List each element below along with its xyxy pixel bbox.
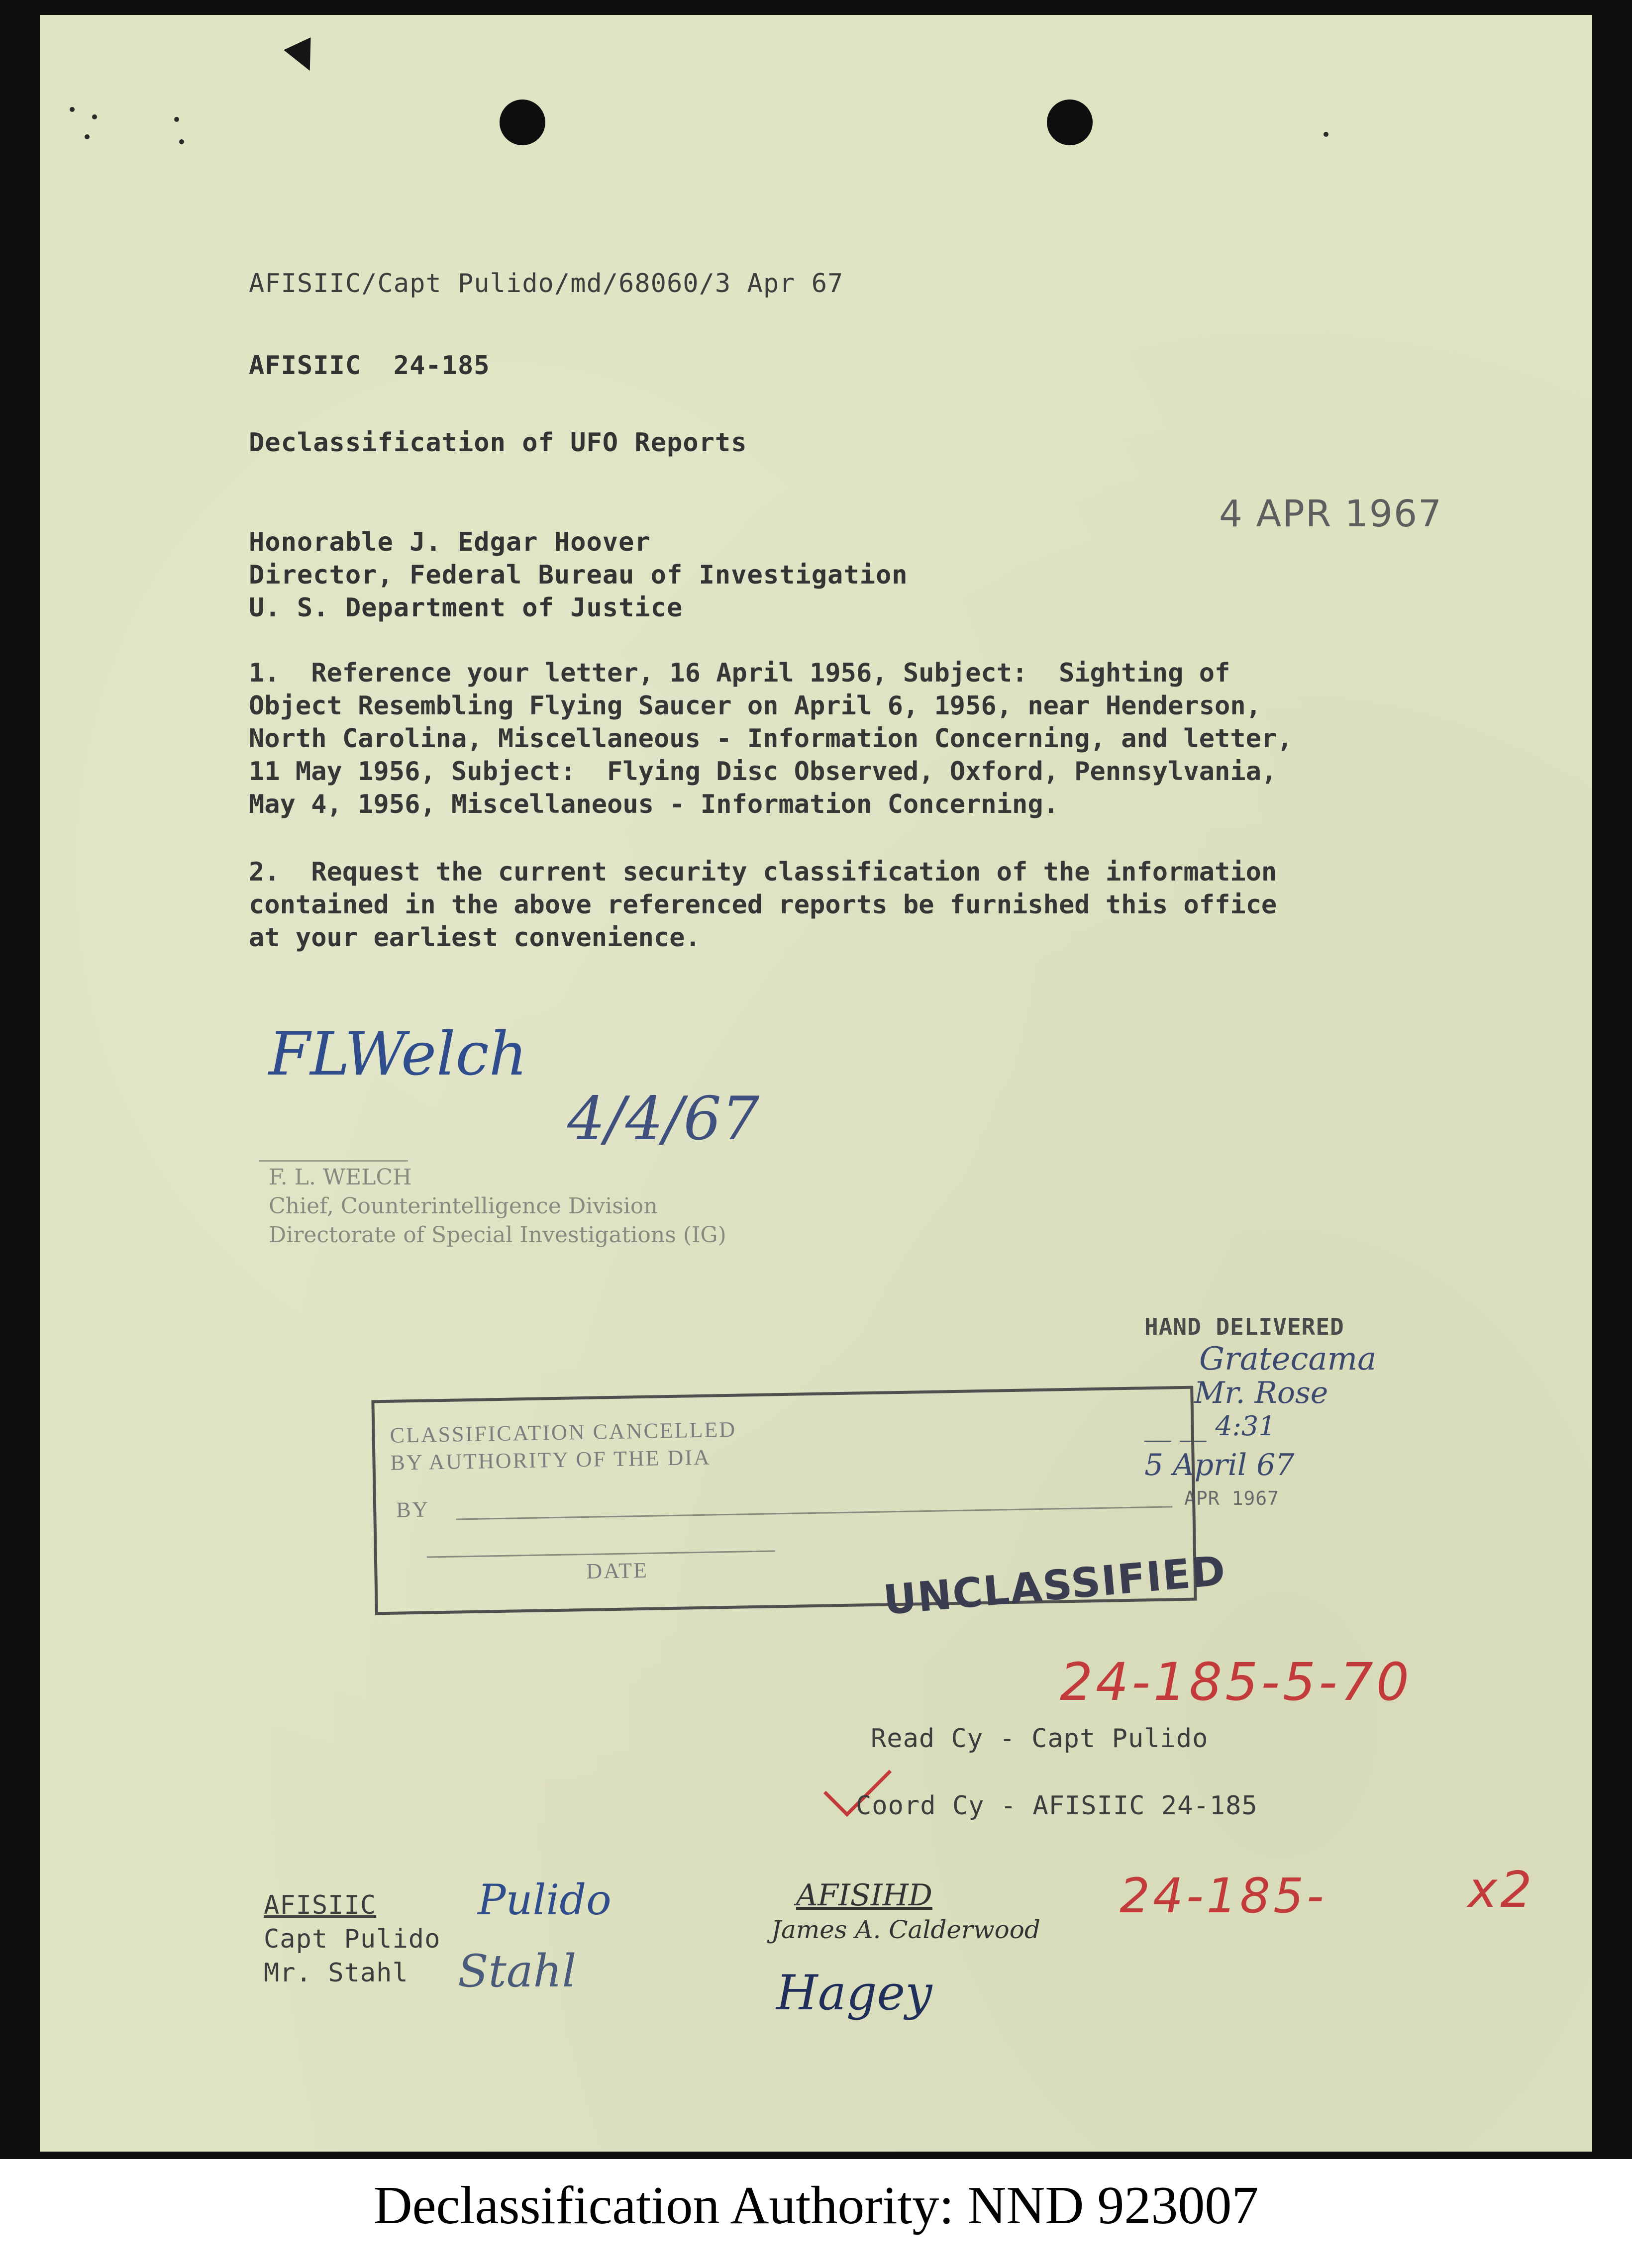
coord-copy-line: Coord Cy - AFISIIC 24-185	[856, 1791, 1258, 1821]
second-name: James A. Calderwood	[771, 1915, 1040, 1944]
addressee-line: U. S. Department of Justice	[249, 593, 683, 623]
handwritten-signature: FLWelch	[269, 1020, 527, 1089]
paper-speck	[85, 134, 90, 139]
corner-tear-mark	[284, 37, 323, 77]
hand-delivered-line: APR 1967	[1184, 1487, 1280, 1509]
punch-hole-left	[500, 99, 545, 145]
red-file-reference: 24-185-5-70	[1060, 1652, 1412, 1712]
coordination-initials: Pulido	[478, 1875, 612, 1924]
paragraph-1: 1. Reference your letter, 16 April 1956, Subject: Sighting of Object Resembling Flying Saucer on April 6, 1956, near Henderson, North Carolina, Miscellaneous - Information Concerning, and letter, 11 May 1956, Subject: Flying Disc Observed, Oxford, Pennsylvania, May 4, 1956, Miscellaneous - Information Concerning.	[249, 658, 1293, 819]
office-symbol-line: AFISIIC/Capt Pulido/md/68060/3 Apr 67	[249, 269, 844, 298]
stamp-by-rule	[456, 1506, 1173, 1520]
signer-unit: Directorate of Special Investigations (IG)	[269, 1222, 726, 1248]
declassification-caption: Declassification Authority: NND 923007	[373, 2176, 1259, 2235]
hand-delivered-line: __ __ 4:31	[1144, 1410, 1276, 1442]
stamp-line-2: BY AUTHORITY OF THE DIA	[390, 1445, 712, 1475]
unclassified-stamp: UNCLASSIFIED	[881, 1547, 1228, 1624]
document-page	[40, 15, 1592, 2152]
file-number: AFISIIC 24-185	[249, 351, 490, 381]
paper-speck	[174, 117, 179, 122]
coordination-name: Mr. Stahl	[264, 1958, 408, 1988]
paper-speck	[179, 139, 184, 144]
addressee-line: Honorable J. Edgar Hoover	[249, 527, 651, 557]
second-initials: Hagey	[776, 1965, 932, 2021]
signer-title: Chief, Counterintelligence Division	[269, 1193, 658, 1219]
coordination-office: AFISIIC	[264, 1890, 377, 1920]
paper-speck	[1324, 132, 1328, 137]
second-office: AFISIHD	[796, 1878, 932, 1913]
received-date-stamp: 4 APR 1967	[1219, 493, 1443, 535]
paragraph-2: 2. Request the current security classification of the information contained in the above referenced reports be furnished this office at your earliest convenience.	[249, 857, 1277, 953]
red-x-mark: x2	[1468, 1861, 1535, 1919]
hand-delivered-header: HAND DELIVERED	[1144, 1313, 1344, 1340]
addressee-line: Director, Federal Bureau of Investigation	[249, 560, 908, 590]
signature-rule	[259, 1160, 408, 1162]
handwritten-date: 4/4/67	[567, 1085, 760, 1154]
signer-name: F. L. WELCH	[269, 1165, 412, 1190]
red-file-reference-2: 24-185-	[1120, 1868, 1327, 1924]
paper-speck	[70, 107, 75, 112]
stamp-line-1: CLASSIFICATION CANCELLED	[390, 1417, 737, 1448]
paper-speck	[92, 114, 97, 119]
coordination-name: Capt Pulido	[264, 1924, 441, 1954]
subject-line: Declassification of UFO Reports	[249, 428, 747, 458]
read-copy-line: Read Cy - Capt Pulido	[871, 1724, 1209, 1754]
stamp-date-label: DATE	[586, 1558, 649, 1583]
hand-delivered-line: 5 April 67	[1144, 1448, 1295, 1482]
hand-delivered-line: Gratecama	[1199, 1341, 1377, 1378]
coordination-initials: Stahl	[458, 1945, 577, 1997]
punch-hole-right	[1047, 99, 1093, 145]
stamp-by-label: BY	[396, 1497, 430, 1522]
stamp-date-rule	[427, 1550, 775, 1558]
hand-delivered-line: Mr. Rose	[1194, 1376, 1328, 1410]
